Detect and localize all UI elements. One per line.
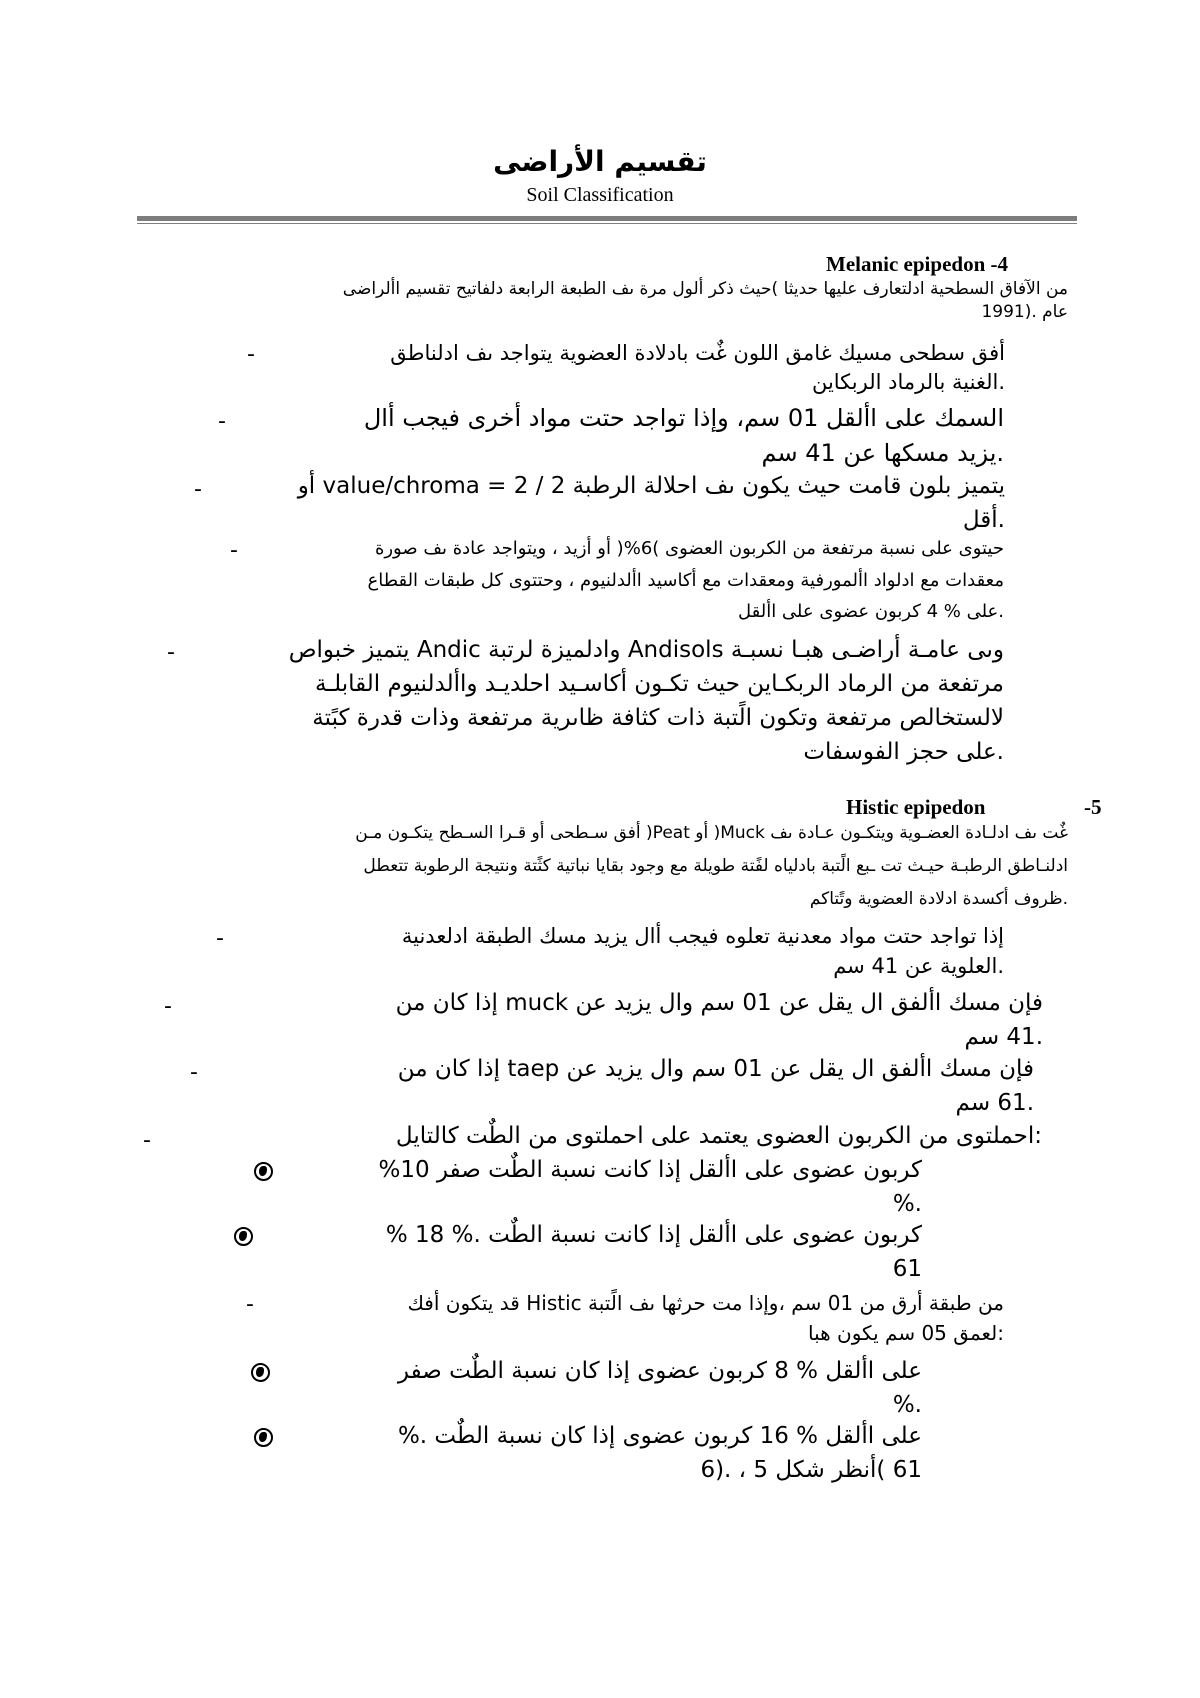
globe-icon	[254, 1162, 273, 1182]
sub-list-item: على األقل % 8 كربون عضوى إذا كان نسبة الطٌت صفر	[397, 1358, 922, 1384]
list-item: السمك على األقل 01 سم، وإذا تواجد حتت مواد أخرى فيجب أال	[363, 404, 1004, 432]
bullet-dash: -	[194, 477, 202, 502]
list-item: أفق سطحى مسيك غامق اللون غٌت بادلادة العضوية يتواجد ىف ادلناطق	[390, 341, 1005, 365]
list-item: إذا تواجد حتت مواد معدنية تعلوه فيجب أال يزيد مسك الطبقة ادلعدنية	[401, 924, 1004, 948]
list-item: من طبقة أرق من 01 سم ،وإذا مت حرثها ىف الًتبة Histic قد يتكون أفك	[407, 1291, 1004, 1315]
list-item: :لعمق 05 سم يكون هبا	[808, 1321, 1004, 1345]
sub-list-item: 61 )أنظر شكل 5 ، .(6	[700, 1457, 922, 1483]
list-item: يتميز بلون قامت حيث يكون ىف احلالة الرطبة value/chroma = 2 / 2 أو	[297, 473, 1005, 499]
list-item: وىى عامـة أراضـى هبـا نسبـة Andisols وادلميزة لرتبة Andic يتميز خبواص	[288, 637, 1004, 663]
list-item: حيتوى على نسبة مرتفعة من الكربون العضوى )6%( أو أزيد ، ويتواجد عادة ىف صورة	[374, 538, 1004, 559]
list-item: .العلوية عن 41 سم	[833, 954, 1004, 978]
section5-intro: .ظروف أكسدة ادلادة العضوية وتًتاكم	[809, 889, 1068, 909]
sub-list-item: 61	[892, 1256, 922, 1282]
section-heading-histic: Histic epipedon	[846, 795, 986, 819]
page-title: تقسيم الأراضى	[493, 145, 707, 178]
bullet-dash: -	[230, 538, 238, 563]
list-item: .الغنية بالرماد الربكاين	[811, 370, 1005, 394]
title-divider-thin	[137, 223, 1077, 224]
list-item: .على حجز الفوسفات	[803, 739, 1004, 765]
bullet-dash: -	[164, 994, 172, 1019]
globe-icon	[234, 1227, 253, 1247]
list-item: مرتفعة من الرماد الربكـاين حيث تكـون أكاسـيد احلديـد واألدلنيوم القابلـة	[315, 671, 1004, 697]
bullet-dash: -	[216, 926, 224, 951]
sub-list-item: كربون عضوى على األقل إذا كانت نسبة الطٌت صفر 10%	[378, 1157, 922, 1183]
list-item: فإن مسك األفق ال يقل عن 01 سم وال يزيد عن muck إذا كان من	[395, 990, 1043, 1016]
bullet-dash: -	[218, 409, 226, 434]
list-item: لالستخالص مرتفعة وتكون الًتبة ذات كثافة ظاىرية مرتفعة وذات قدرة كبًتة	[312, 705, 1004, 731]
bullet-dash: -	[246, 1292, 254, 1317]
bullet-dash: -	[143, 1128, 151, 1153]
section5-intro: ادلنـاطق الرطبـة حيـث تت ـبع الًتبة بادلياه لفًتة طويلة مع وجود بقايا نباتية كثًتة ونتيجة الرطوبة تتعطل	[363, 856, 1068, 876]
list-item: .أقل	[962, 507, 1005, 533]
list-item: فإن مسك األفق ال يقل عن 01 سم وال يزيد عن taep إذا كان من	[397, 1056, 1034, 1082]
globe-icon	[254, 1428, 273, 1448]
sub-list-item: .%	[892, 1191, 922, 1217]
page-subtitle: Soil Classification	[526, 184, 674, 206]
bullet-dash: -	[190, 1060, 198, 1085]
list-item: معقدات مع ادلواد األمورفية ومعقدات مع أكاسيد األدلنيوم ، وحتتوى كل طبقات القطاع	[367, 570, 1004, 591]
sub-list-item: .%	[892, 1392, 922, 1418]
list-item: .61 سم	[955, 1090, 1034, 1116]
section5-intro: غٌت ىف ادلـادة العضـوية ويتكـون عـادة ىف Muck( أو Peat( أفق سـطحى أو قـرا السـطح يتكـون مـن	[355, 823, 1068, 843]
section-heading-melanic: Melanic epipedon -4	[826, 252, 1008, 276]
bullet-dash: -	[167, 640, 175, 665]
sub-list-item: على األقل % 16 كربون عضوى إذا كان نسبة الطٌت .%	[397, 1423, 922, 1449]
sub-list-item: كربون عضوى على األقل إذا كانت نسبة الطٌت .% 18 %	[385, 1222, 922, 1248]
bullet-dash: -	[247, 342, 255, 367]
section-number: -5	[1084, 795, 1102, 819]
list-item: .على % 4 كربون عضوى على األقل	[737, 601, 1004, 622]
globe-icon	[251, 1363, 270, 1383]
section4-intro: من الآفاق السطحية ادلتعارف عليها حديثا )حيث ذكر ألول مرة ىف الطبعة الرابعة دلفاتيح تقسيم األراضى	[342, 279, 1068, 299]
title-divider	[137, 216, 1077, 221]
list-item: :احملتوى من الكربون العضوى يعتمد على احملتوى من الطٌت كالتايل	[395, 1123, 1042, 1149]
section4-intro: عام .(1991	[981, 302, 1068, 322]
list-item: .41 سم	[964, 1024, 1043, 1050]
list-item: .يزيد مسكها عن 41 سم	[761, 439, 1004, 467]
